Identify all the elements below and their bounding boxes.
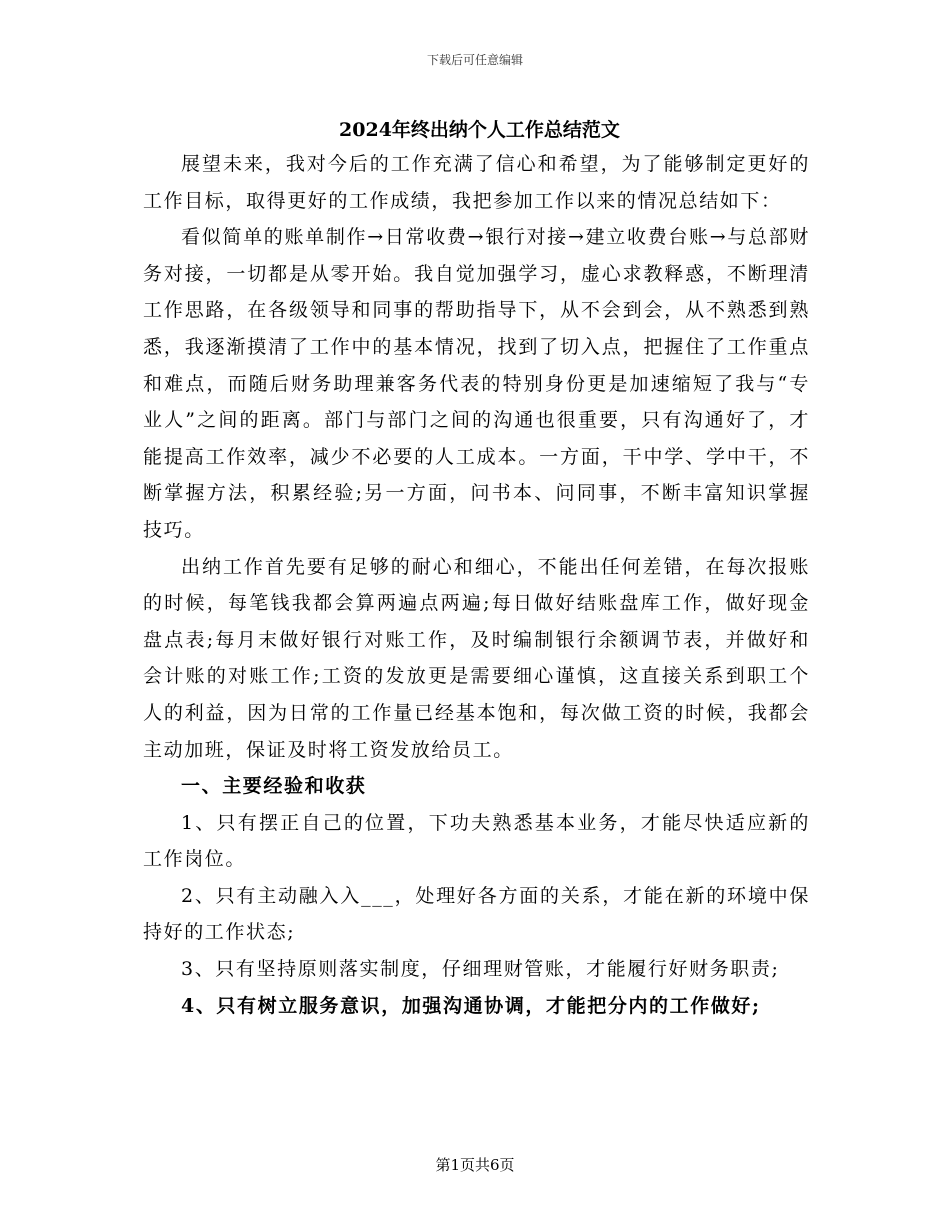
list-item: 3、只有坚持原则落实制度，仔细理财管账，才能履行好财务职责;: [181, 958, 780, 981]
page-number: 第1页共6页: [435, 1156, 515, 1174]
document-title: 2024年终出纳个人工作总结范文: [339, 119, 620, 141]
page-header-note: 下载后可任意编辑: [426, 53, 523, 67]
document-body: [143, 116, 810, 1024]
paragraph-intro: 展望未来，我对今后的工作充满了信心和希望，为了能够制定更好的工作目标，取得更好的工作成绩，我把参加工作以来的情况总结如下：: [143, 153, 810, 212]
list-item: 1、只有摆正自己的位置，下功夫熟悉基本业务，才能尽快适应新的工作岗位。: [143, 811, 810, 871]
paragraph-work-process: 看似简单的账单制作→日常收费→银行对接→建立收费台账→与总部财务对接，一切都是从零开始。我自觉加强学习，虚心求教释惑，不断理清工作思路，在各级领导和同事的帮助指导下，从不会到会，从不熟悉到熟悉，我逐渐摸清了工作中的基本情况，找到了切入点，把握住了工作重点和难点，而随后财务助理兼客务代表的特别身份更是加速缩短了我与“专业人”之间的距离。部门与部门之间的沟通也很重要，只有沟通好了，才能提高工作效率，减少不必要的人工成本。一方面，干中学、学中干，不断掌握方法，积累经验;另一方面，问书本、问同事，不断丰富知识掌握技巧。: [143, 226, 810, 541]
list-item: 2、只有主动融入入___，处理好各方面的关系，才能在新的环境中保持好的工作状态;: [143, 884, 810, 944]
section-heading: 一、主要经验和收获: [181, 775, 367, 798]
paragraph-cashier-duties: 出纳工作首先要有足够的耐心和细心，不能出任何差错，在每次报账的时候，每笔钱我都会算两遍点两遍;每日做好结账盘库工作，做好现金盘点表;每月末做好银行对账工作，及时编制银行余额调节表，并做好和会计账的对账工作;工资的发放更是需要细心谨慎，这直接关系到职工个人的利益，因为日常的工作量已经基本饱和，每次做工资的时候，我都会主动加班，保证及时将工资发放给员工。: [143, 555, 810, 761]
list-item: 4、只有树立服务意识，加强沟通协调，才能把分内的工作做好;: [181, 994, 761, 1017]
